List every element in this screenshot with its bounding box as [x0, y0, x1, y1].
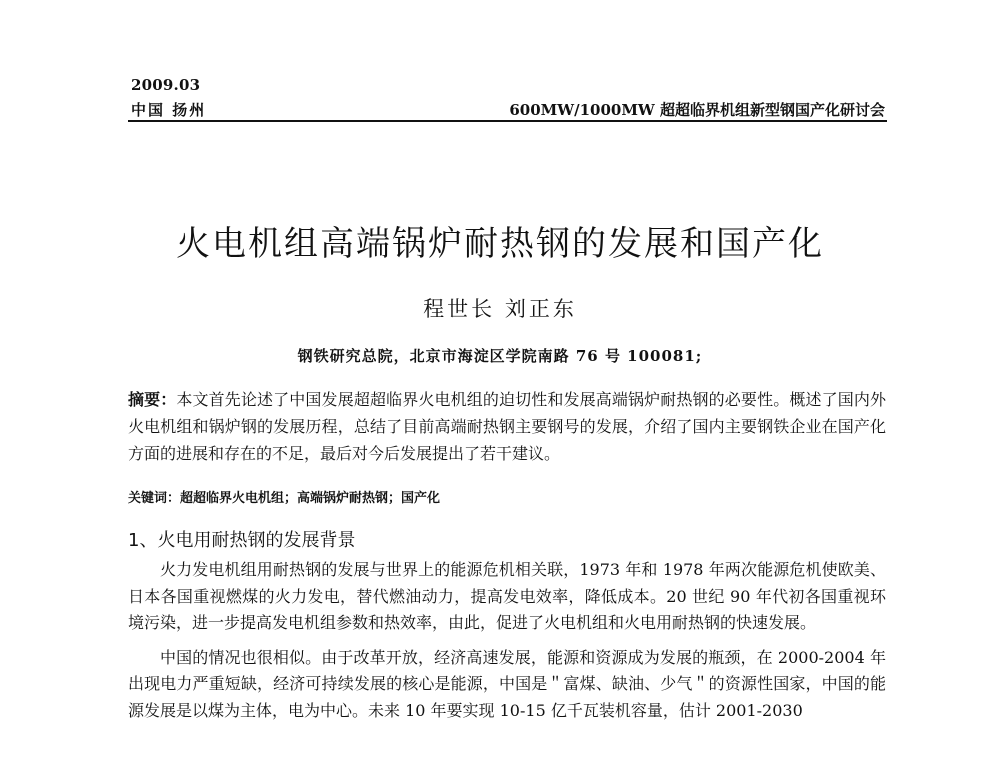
body-paragraph-2: 中国的情况也很相似。由于改革开放，经济高速发展，能源和资源成为发展的瓶颈，在 2000-2004 年出现电力严重短缺，经济可持续发展的核心是能源，中国是＂富煤、缺油、少气＂的资源性国家，中国的能源发展是以煤为主体，电为中心。未来 10 年要实现 10-15 亿千瓦装机容量，估计 2001-2030 — [128, 647, 886, 720]
paper-title: 火电机组高端锅炉耐热钢的发展和国产化 — [176, 224, 824, 264]
header-date: 2009.03 — [131, 76, 201, 94]
body-paragraph-1: 火力发电机组用耐热钢的发展与世界上的能源危机相关联，1973 年和 1978 年两次能源危机使欧美、日本各国重视燃煤的火力发电，替代燃油动力，提高发电效率，降低成本。20 世纪 90 年代初各国重视环境污染，进一步提高发电机组参数和热效率，由此，促进了火电机组和火电用耐热钢的快速发展。 — [128, 560, 886, 632]
header-location: 中国 扬州 — [131, 101, 207, 119]
abstract-text: 本文首先论述了中国发展超超临界火电机组的迫切性和发展高端锅炉耐热钢的必要性。概述了国内外火电机组和锅炉钢的发展历程，总结了目前高端耐热钢主要钢号的发展，介绍了国内主要钢铁企业在国产化方面的进展和存在的不足，最后对今后发展提出了若干建议。 — [128, 390, 886, 463]
section-heading: 1、火电用耐热钢的发展背景 — [128, 530, 356, 551]
paper-authors: 程世长 刘正东 — [423, 297, 577, 321]
paper-affiliation: 钢铁研究总院，北京市海淀区学院南路 76 号 100081; — [297, 347, 703, 365]
abstract-label: 摘要： — [128, 390, 177, 409]
keywords-label: 关键词： — [128, 491, 181, 506]
header-conference: 600MW/1000MW 超超临界机组新型钢国产化研讨会 — [509, 101, 885, 119]
header-rule — [128, 120, 887, 122]
keywords — [128, 487, 886, 506]
abstract — [128, 386, 886, 467]
body-text — [128, 557, 886, 732]
keywords-text: 超超临界火电机组；高端锅炉耐热钢；国产化 — [180, 491, 441, 506]
